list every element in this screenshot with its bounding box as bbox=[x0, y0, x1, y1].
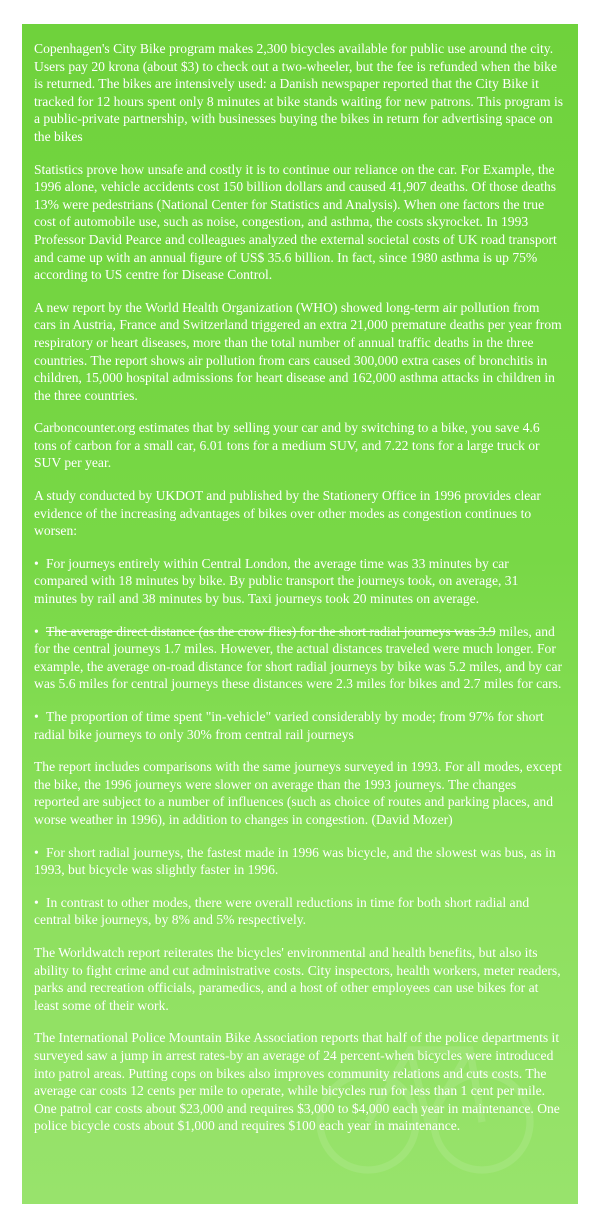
struck-text: The average direct distance (as the crow flies) for the short radial journeys was 3.9 bbox=[46, 623, 496, 639]
paragraph-text: A study conducted by UKDOT and published by the Stationery Office in 1996 provides clear evidence of the increasing advantages of bikes over other modes as congestion continues to worsen: bbox=[34, 488, 541, 539]
body-paragraph bbox=[34, 758, 564, 828]
bullet-paragraph bbox=[34, 844, 564, 879]
paragraph-text: A new report by the World Health Organization (WHO) showed long-term air pollution from cars in Austria, France and Switzerland triggered an extra 21,000 premature deaths per year from respiratory or heart diseases, more than the total number of annual traffic deaths in the three countries. The report shows air pollution from cars caused 300,000 extra cases of bronchitis in children, 15,000 hospital admissions for heart disease and 162,000 asthma attacks in children in the three countries. bbox=[34, 299, 562, 403]
paragraph-text: The proportion of time spent "in-vehicle" varied considerably by mode; from 97% for short radial bike journeys to only 30% from central rail journeys bbox=[34, 709, 544, 742]
body-paragraph bbox=[34, 419, 564, 472]
paragraph-text: The Worldwatch report reiterates the bicycles' environmental and health benefits, but also its ability to fight crime and cut administrative costs. City inspectors, health workers, meter readers, parks and recreation officials, paramedics, and a host of other employees can use bikes for at least some of their work. bbox=[34, 944, 561, 1013]
paragraph-text: In contrast to other modes, there were overall reductions in time for both short radial and central bike journeys, by 8% and 5% respectively. bbox=[34, 894, 530, 928]
flyer-panel bbox=[22, 24, 578, 1204]
paragraph-text: Statistics prove how unsafe and costly it is to continue our reliance on the car. For Example, the 1996 alone, vehicle accidents cost 150 billion dollars and caused 41,907 deaths. Of those deaths 13% were pedestrians (National Center for Statistics and Analysis). When one factors the true cost of automobile use, such as noise, congestion, and asthma, the costs skyrocket. In 1993 Professor David Pearce and colleagues analyzed the external societal costs of UK road transport and came up with an annual figure of US$ 35.6 billion. In fact, since 1980 asthma is up 75% according to US centre for Disease Control. bbox=[34, 161, 557, 283]
paragraph-text: For journeys entirely within Central London, the average time was 33 minutes by car compared with 18 minutes by bike. By public transport the journeys took, on average, 31 minutes by rail and 38 minutes by bus. Taxi journeys took 20 minutes on average. bbox=[34, 555, 519, 607]
body-paragraph bbox=[34, 299, 564, 405]
paragraph-text: Carboncounter.org estimates that by selling your car and by switching to a bike, you save 4.6 tons of carbon for a small car, 6.01 tons for a medium SUV, and 7.22 tons for a large truck or SUV per year. bbox=[34, 420, 540, 471]
paragraph-text: miles, and for the central journeys 1.7 miles. However, the actual distances traveled were much longer. For example, the average on-road distance for short radial journeys by bike was 5.2 miles, and by car was 5.6 miles for central journeys these distances were 2.3 miles for bikes and 2.7 miles for cars. bbox=[34, 623, 563, 692]
paragraph-text: The International Police Mountain Bike Association reports that half of the police departments it surveyed saw a jump in arrest rates-by an average of 24 percent-when bicycles were introduced into patrol areas. Putting cops on bikes also improves community relations and cuts costs. The average car costs 12 cents per mile to operate, while bicycles run for less than 1 cent per mile. One patrol car costs about $23,000 and requires $3,000 to $4,000 each year in maintenance. One police bicycle costs about $1,000 and requires $100 each year in maintenance. bbox=[34, 1030, 560, 1134]
flyer-body bbox=[34, 40, 564, 1135]
bullet-paragraph bbox=[34, 623, 564, 693]
bullet-paragraph bbox=[34, 894, 564, 929]
body-paragraph bbox=[34, 161, 564, 284]
bullet-marker: • bbox=[34, 709, 39, 724]
body-paragraph bbox=[34, 1029, 564, 1135]
paragraph-text: Copenhagen's City Bike program makes 2,300 bicycles available for public use around the city. Users pay 20 krona (about $3) to check out a two-wheeler, but the fee is refunded when the bike is returned. The bikes are intensively used: a Danish newspaper reported that the City Bike it tracked for 12 hours spent only 8 minutes at bike stands waiting for new patrons. This program is a public-private partnership, with businesses buying the bikes in return for advertising space on the bikes bbox=[34, 41, 564, 144]
bullet-paragraph bbox=[34, 555, 564, 608]
bullet-marker: • bbox=[34, 623, 39, 639]
paragraph-text: For short radial journeys, the fastest made in 1996 was bicycle, and the slowest was bus, as in 1993, but bicycle was slightly faster in 1996. bbox=[34, 844, 556, 878]
bullet-marker: • bbox=[34, 555, 39, 571]
body-paragraph bbox=[34, 944, 564, 1014]
bullet-marker: • bbox=[34, 894, 39, 910]
body-paragraph bbox=[34, 40, 564, 146]
bullet-paragraph bbox=[34, 708, 564, 743]
paragraph-text: The report includes comparisons with the same journeys surveyed in 1993. For all modes, except the bike, the 1996 journeys were slower on average than the 1993 journeys. The changes reported are subject to a number of influences (such as choice of routes and parking places, and worse weather in 1996), in addition to changes in congestion. (David Mozer) bbox=[34, 759, 562, 827]
bullet-marker: • bbox=[34, 844, 39, 860]
body-paragraph bbox=[34, 487, 564, 540]
